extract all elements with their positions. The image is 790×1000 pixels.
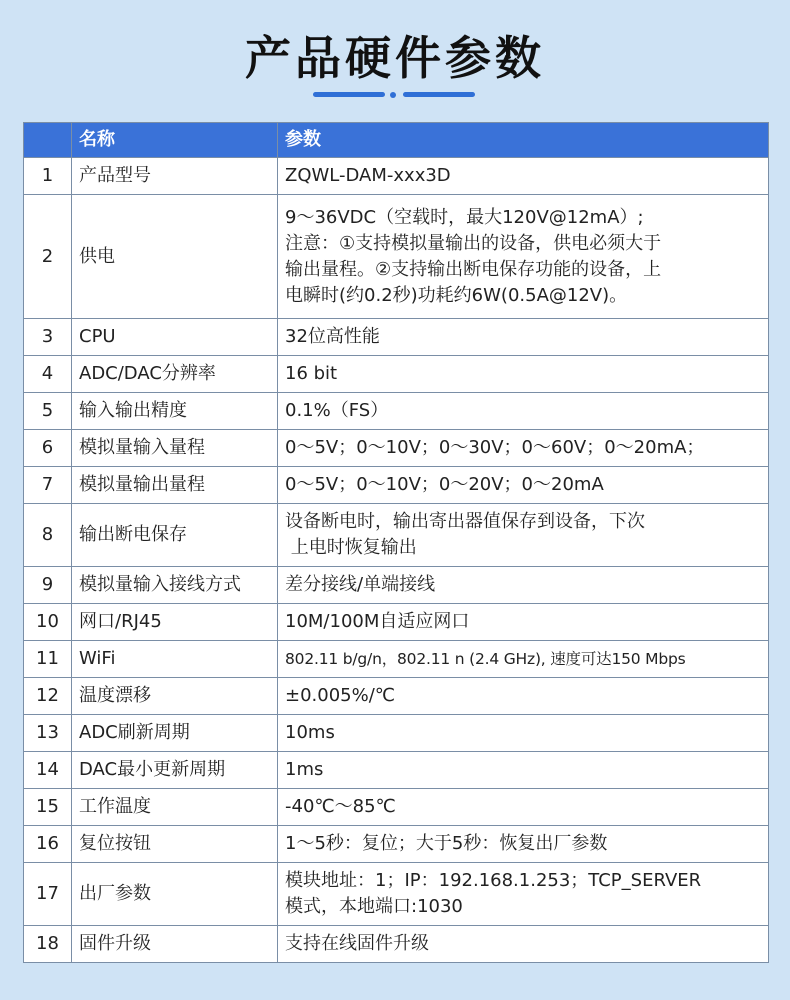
row-name: 模拟量输入接线方式 [72,567,278,604]
row-number: 16 [24,826,72,863]
table-row [24,641,769,678]
row-value [278,319,769,356]
row-value-line: 上电时恢复输出 [285,537,417,558]
row-value [278,863,769,926]
row-value [278,195,769,319]
row-name: CPU [72,319,278,356]
table-row [24,356,769,393]
row-name: ADC/DAC分辨率 [72,356,278,393]
table-row [24,195,769,319]
row-name: ADC刷新周期 [72,715,278,752]
row-value-line: 设备断电时，输出寄出器值保存到设备，下次 [285,511,645,532]
header-name: 名称 [72,123,278,158]
row-value-line: ±0.005%/℃ [285,685,395,706]
table-row [24,604,769,641]
header-param: 参数 [278,123,769,158]
row-value [278,158,769,195]
row-name: 模拟量输出量程 [72,467,278,504]
row-value-line: 注意：①支持模拟量输出的设备，供电必须大于 [285,232,662,254]
row-number: 12 [24,678,72,715]
table-row [24,789,769,826]
table-row [24,715,769,752]
table-row [24,319,769,356]
row-name: 输出断电保存 [72,504,278,567]
row-value-line: 16 bit [285,363,338,384]
row-number: 11 [24,641,72,678]
row-value-line: 模式，本地端口:1030 [285,896,463,917]
row-value [278,356,769,393]
row-value [278,604,769,641]
table-row [24,467,769,504]
row-name: 温度漂移 [72,678,278,715]
row-value [278,430,769,467]
row-value-line: 802.11 b/g/n，802.11 n (2.4 GHz), 速度可达150 Mbps [285,650,686,668]
row-value-line: 输出量程。②支持输出断电保存功能的设备，上 [285,258,662,280]
row-name: DAC最小更新周期 [72,752,278,789]
title-underline-dot [390,92,396,98]
table-header-row [24,123,769,158]
row-name: WiFi [72,641,278,678]
table-row [24,567,769,604]
row-value-line: ZQWL-DAM-xxx3D [285,165,451,186]
row-value-line: 0～5V；0～10V；0～20V；0～20mA [285,474,604,495]
row-value-line: 10ms [285,722,335,743]
row-number: 8 [24,504,72,567]
row-number: 5 [24,393,72,430]
row-number: 6 [24,430,72,467]
row-value [278,789,769,826]
row-number: 9 [24,567,72,604]
row-value-line: 1ms [285,759,324,780]
row-value-line: 10M/100M自适应网口 [285,611,470,632]
row-number: 2 [24,195,72,319]
row-number: 15 [24,789,72,826]
table-row [24,926,769,963]
table-row [24,393,769,430]
row-name: 供电 [72,195,278,319]
row-name: 产品型号 [72,158,278,195]
table-row [24,826,769,863]
row-value-line: 1～5秒：复位；大于5秒：恢复出厂参数 [285,833,608,854]
table-row [24,430,769,467]
row-name: 网口/RJ45 [72,604,278,641]
row-name: 工作温度 [72,789,278,826]
row-value-line: 9～36VDC（空载时，最大120V@12mA）; [285,206,644,228]
row-value-line: 0.1%（FS） [285,400,389,421]
row-value [278,826,769,863]
table-row [24,752,769,789]
row-number: 17 [24,863,72,926]
row-name: 复位按钮 [72,826,278,863]
title-underline-right [403,92,475,97]
row-number: 18 [24,926,72,963]
row-value [278,393,769,430]
row-value-line: 模块地址：1；IP：192.168.1.253；TCP_SERVER [285,870,702,891]
page-title: 产品硬件参数 [245,31,545,85]
row-number: 7 [24,467,72,504]
row-number: 1 [24,158,72,195]
header-index [24,123,72,158]
row-number: 14 [24,752,72,789]
row-number: 13 [24,715,72,752]
row-name: 出厂参数 [72,863,278,926]
table-row [24,863,769,926]
row-value-line: 32位高性能 [285,326,380,347]
spec-table [23,122,769,963]
row-value [278,926,769,963]
table-row [24,158,769,195]
row-number: 4 [24,356,72,393]
row-value-line: 支持在线固件升级 [285,933,429,954]
row-value-line: 0～5V；0～10V；0～30V；0～60V；0～20mA； [285,437,705,458]
table-row [24,678,769,715]
row-value [278,752,769,789]
row-value-line: 电瞬时(约0.2秒)功耗约6W(0.5A@12V)。 [285,284,628,306]
row-name: 输入输出精度 [72,393,278,430]
row-value [278,715,769,752]
row-number: 3 [24,319,72,356]
row-value [278,567,769,604]
row-value [278,641,769,678]
table-row [24,504,769,567]
row-value [278,678,769,715]
row-number: 10 [24,604,72,641]
row-value [278,504,769,567]
row-name: 固件升级 [72,926,278,963]
row-value [278,467,769,504]
title-underline-left [313,92,385,97]
row-value-line: 差分接线/单端接线 [285,574,436,595]
row-name: 模拟量输入量程 [72,430,278,467]
row-value-line: -40℃～85℃ [285,796,396,817]
